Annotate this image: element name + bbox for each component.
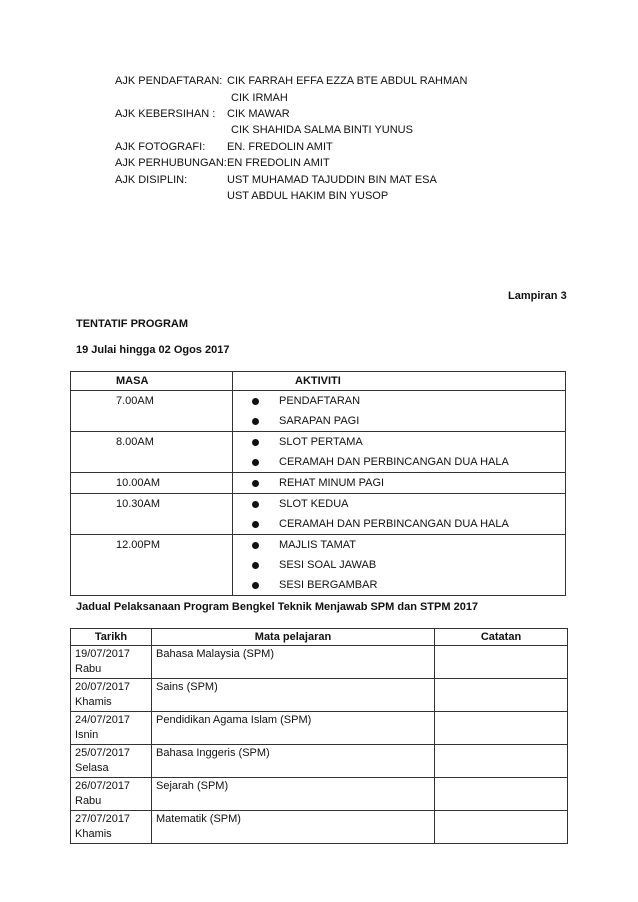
subject-cell: Bahasa Inggeris (SPM) [152, 745, 435, 778]
day-cell: Khamis [75, 828, 112, 840]
activity-item: SLOT PERTAMA [243, 432, 565, 452]
note-cell [435, 811, 568, 844]
bullet-icon [252, 439, 259, 446]
column-header-mata-pelajaran: Mata pelajaran [152, 629, 435, 646]
table-header-row [71, 629, 568, 646]
table-row [71, 811, 568, 844]
activity-item: PENDAFTARAN [243, 391, 565, 411]
masa-cell: 12.00PM [116, 539, 161, 551]
table-row [71, 391, 566, 432]
activity-item: SLOT KEDUA [243, 494, 565, 514]
tentatif-title: TENTATIF PROGRAM [76, 318, 189, 330]
day-cell: Rabu [75, 663, 102, 675]
table-row [71, 535, 566, 596]
bullet-icon [252, 542, 259, 549]
table-row [71, 778, 568, 811]
activity-item: SESI BERGAMBAR [243, 575, 565, 595]
committee-label: AJK PERHUBUNGAN: [115, 157, 227, 169]
activity-item: CERAMAH DAN PERBINCANGAN DUA HALA [243, 514, 565, 534]
note-cell [435, 679, 568, 712]
subject-cell: Sejarah (SPM) [152, 778, 435, 811]
bullet-icon [252, 398, 259, 405]
column-header-aktiviti: AKTIVITI [233, 372, 566, 391]
date-cell: 19/07/2017 [75, 648, 131, 660]
bullet-icon [252, 582, 259, 589]
committee-label: AJK DISIPLIN: [115, 174, 188, 186]
masa-cell: 7.00AM [116, 395, 154, 407]
jadual-title: Jadual Pelaksanaan Program Bengkel Teknik Menjawab SPM dan STPM 2017 [76, 601, 479, 613]
bullet-icon [252, 459, 259, 466]
column-header-tarikh: Tarikh [71, 629, 152, 646]
table-row [71, 646, 568, 679]
committee-label: AJK PENDAFTARAN: [115, 75, 223, 87]
table-row [71, 712, 568, 745]
committee-name: CIK FARRAH EFFA EZZA BTE ABDUL RAHMAN [227, 75, 468, 87]
table-row [71, 494, 566, 535]
masa-cell: 10.00AM [116, 477, 161, 489]
date-cell: 26/07/2017 [75, 780, 131, 792]
date-cell: 20/07/2017 [75, 681, 131, 693]
jadual-table [70, 628, 568, 844]
subject-cell: Sains (SPM) [152, 679, 435, 712]
column-header-masa: MASA [71, 372, 233, 391]
committee-name: UST ABDUL HAKIM BIN YUSOP [227, 190, 389, 202]
committee-name: EN FREDOLIN AMIT [227, 157, 330, 169]
tentatif-table [70, 371, 566, 596]
activity-item: MAJLIS TAMAT [243, 535, 565, 555]
committee-label: AJK KEBERSIHAN : [115, 108, 216, 120]
date-cell: 24/07/2017 [75, 714, 131, 726]
subject-cell: Matematik (SPM) [152, 811, 435, 844]
bullet-icon [252, 521, 259, 528]
lampiran-label: Lampiran 3 [508, 290, 567, 302]
masa-cell: 8.00AM [116, 436, 154, 448]
day-cell: Selasa [75, 762, 109, 774]
committee-name: CIK SHAHIDA SALMA BINTI YUNUS [231, 124, 413, 136]
bullet-icon [252, 480, 259, 487]
date-range: 19 Julai hingga 02 Ogos 2017 [76, 344, 230, 356]
committee-label: AJK FOTOGRAFI: [115, 141, 206, 153]
day-cell: Isnin [75, 729, 99, 741]
bullet-icon [252, 418, 259, 425]
table-row [71, 745, 568, 778]
committee-name: EN. FREDOLIN AMIT [227, 141, 333, 153]
activity-item: REHAT MINUM PAGI [243, 473, 565, 493]
bullet-icon [252, 501, 259, 508]
masa-cell: 10.30AM [116, 498, 161, 510]
note-cell [435, 712, 568, 745]
committee-name: UST MUHAMAD TAJUDDIN BIN MAT ESA [227, 174, 437, 186]
activity-item: SESI SOAL JAWAB [243, 555, 565, 575]
table-row [71, 432, 566, 473]
table-row [71, 473, 566, 494]
activity-item: CERAMAH DAN PERBINCANGAN DUA HALA [243, 452, 565, 472]
note-cell [435, 745, 568, 778]
note-cell [435, 646, 568, 679]
subject-cell: Bahasa Malaysia (SPM) [152, 646, 435, 679]
date-cell: 27/07/2017 [75, 813, 131, 825]
day-cell: Khamis [75, 696, 112, 708]
table-row [71, 679, 568, 712]
note-cell [435, 778, 568, 811]
committee-name: CIK IRMAH [231, 92, 288, 104]
bullet-icon [252, 562, 259, 569]
column-header-catatan: Catatan [435, 629, 568, 646]
day-cell: Rabu [75, 795, 102, 807]
table-header-row [71, 372, 566, 391]
date-cell: 25/07/2017 [75, 747, 131, 759]
activity-item: SARAPAN PAGI [243, 411, 565, 431]
subject-cell: Pendidikan Agama Islam (SPM) [152, 712, 435, 745]
committee-name: CIK MAWAR [227, 108, 290, 120]
